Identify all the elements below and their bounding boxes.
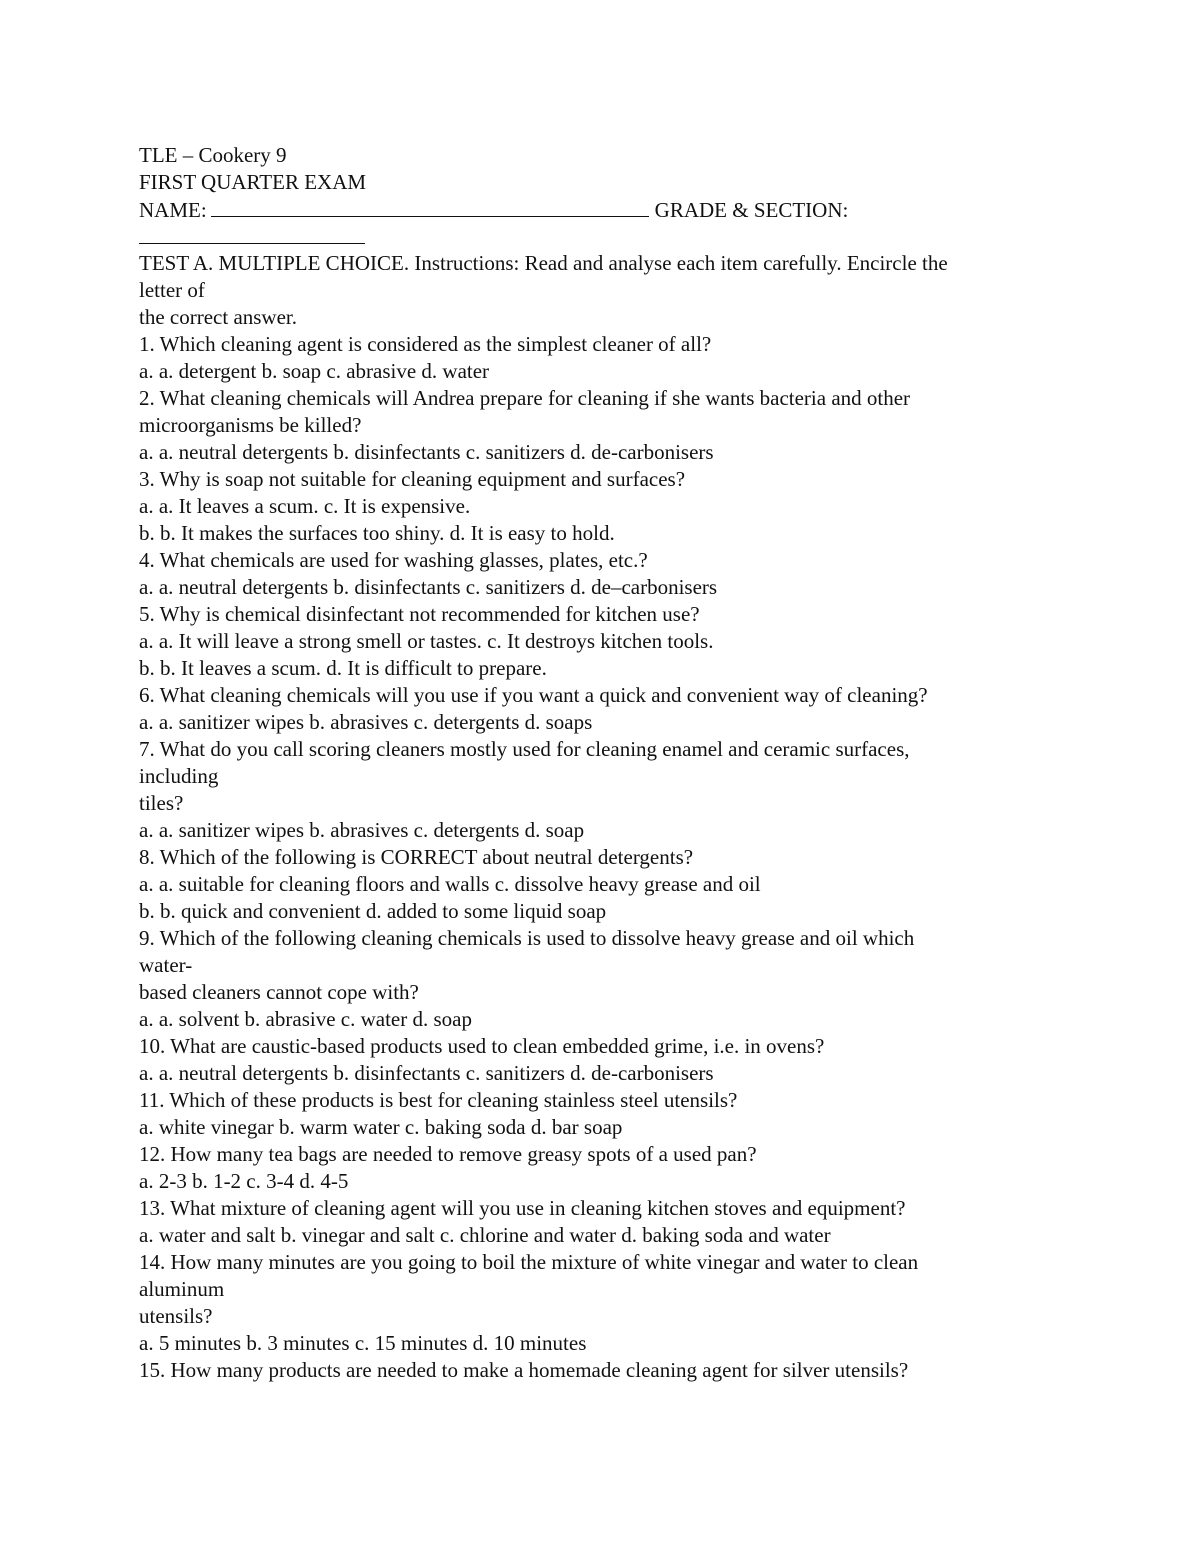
exam-line: 4. What chemicals are used for washing glasses, plates, etc.? (139, 548, 648, 572)
exam-line: 10. What are caustic-based products used to clean embedded grime, i.e. in ovens? (139, 1034, 825, 1058)
exam-line: a. a. suitable for cleaning floors and walls c. dissolve heavy grease and oil (139, 872, 761, 896)
exam-line: a. a. It will leave a strong smell or tastes. c. It destroys kitchen tools. (139, 629, 714, 653)
exam-line: 14. How many minutes are you going to boil the mixture of white vinegar and water to clean (139, 1250, 919, 1274)
exam-line: a. water and salt b. vinegar and salt c. chlorine and water d. baking soda and water (139, 1223, 831, 1247)
exam-line: a. a. It leaves a scum. c. It is expensive. (139, 494, 471, 518)
name-grade-row (139, 196, 1069, 223)
exam-line: 1. Which cleaning agent is considered as the simplest cleaner of all? (139, 332, 712, 356)
course-title: TLE – Cookery 9 (139, 143, 287, 167)
exam-line: a. 2-3 b. 1-2 c. 3-4 d. 4-5 (139, 1169, 349, 1193)
grade-section-blank[interactable] (139, 223, 365, 244)
exam-line: a. a. neutral detergents b. disinfectants c. sanitizers d. de–carbonisers (139, 575, 718, 599)
exam-line: a. a. neutral detergents b. disinfectants c. sanitizers d. de-carbonisers (139, 440, 714, 464)
exam-line: a. a. neutral detergents b. disinfectants c. sanitizers d. de-carbonisers (139, 1061, 714, 1085)
exam-line: including (139, 764, 219, 788)
exam-line: 7. What do you call scoring cleaners mostly used for cleaning enamel and ceramic surfaces, (139, 737, 910, 761)
exam-line: 5. Why is chemical disinfectant not recommended for kitchen use? (139, 602, 700, 626)
exam-line: 11. Which of these products is best for cleaning stainless steel utensils? (139, 1088, 738, 1112)
exam-line: water- (139, 953, 193, 977)
exam-line: 13. What mixture of cleaning agent will you use in cleaning kitchen stoves and equipment? (139, 1196, 906, 1220)
name-blank[interactable] (211, 196, 649, 217)
exam-line: b. b. It makes the surfaces too shiny. d. It is easy to hold. (139, 521, 615, 545)
exam-line: a. 5 minutes b. 3 minutes c. 15 minutes d. 10 minutes (139, 1331, 587, 1355)
exam-line: a. a. sanitizer wipes b. abrasives c. detergents d. soap (139, 818, 585, 842)
exam-line: 2. What cleaning chemicals will Andrea prepare for cleaning if she wants bacteria and other (139, 386, 911, 410)
test-a-instructions-cont: letter of (139, 278, 205, 302)
exam-line: aluminum (139, 1277, 225, 1301)
exam-line: a. a. solvent b. abrasive c. water d. soap (139, 1007, 472, 1031)
exam-content (139, 142, 1069, 1384)
exam-line: a. a. sanitizer wipes b. abrasives c. detergents d. soaps (139, 710, 593, 734)
exam-line: a. a. detergent b. soap c. abrasive d. water (139, 359, 490, 383)
exam-line: 12. How many tea bags are needed to remove greasy spots of a used pan? (139, 1142, 757, 1166)
exam-line: tiles? (139, 791, 184, 815)
grade-section-label: GRADE & SECTION: (654, 198, 849, 222)
grade-section-row (139, 223, 1069, 250)
test-a-instructions: TEST A. MULTIPLE CHOICE. Instructions: Read and analyse each item carefully. Encircle the (139, 251, 948, 275)
exam-line: b. b. It leaves a scum. d. It is difficult to prepare. (139, 656, 547, 680)
exam-line: 9. Which of the following cleaning chemicals is used to dissolve heavy grease and oil which (139, 926, 915, 950)
question-list (139, 331, 1069, 1384)
exam-line: 3. Why is soap not suitable for cleaning equipment and surfaces? (139, 467, 686, 491)
exam-line: utensils? (139, 1304, 213, 1328)
exam-title: FIRST QUARTER EXAM (139, 170, 367, 194)
exam-line: 15. How many products are needed to make a homemade cleaning agent for silver utensils? (139, 1358, 909, 1382)
exam-line: microorganisms be killed? (139, 413, 362, 437)
exam-line: 8. Which of the following is CORRECT about neutral detergents? (139, 845, 694, 869)
exam-line: a. white vinegar b. warm water c. baking soda d. bar soap (139, 1115, 623, 1139)
exam-line: based cleaners cannot cope with? (139, 980, 419, 1004)
exam-line: b. b. quick and convenient d. added to some liquid soap (139, 899, 607, 923)
name-label: NAME: (139, 198, 207, 222)
exam-line: 6. What cleaning chemicals will you use if you want a quick and convenient way of cleaning? (139, 683, 928, 707)
test-a-instructions-end: the correct answer. (139, 305, 298, 329)
